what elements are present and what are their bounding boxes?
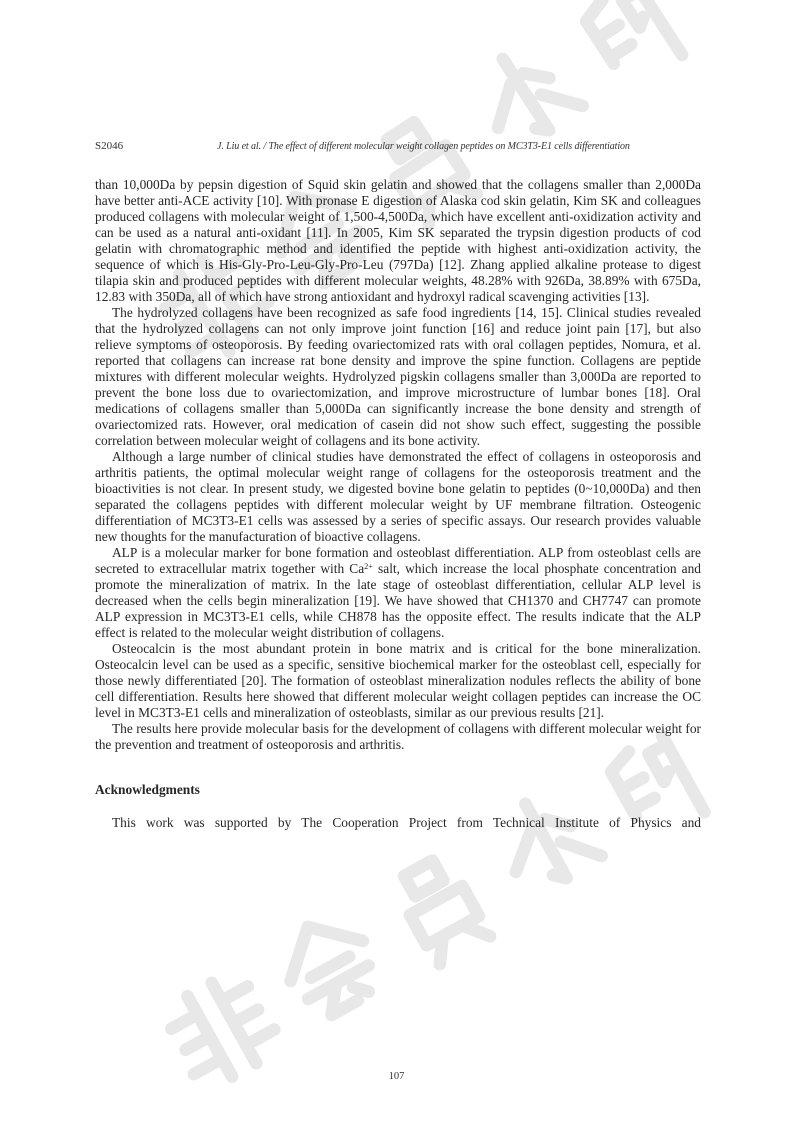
watermark-character bbox=[556, 0, 715, 113]
content-column bbox=[95, 140, 701, 831]
paragraph: This work was supported by The Cooperation Project from Technical Institute of Physics and bbox=[112, 815, 701, 830]
paragraph: The results here provide molecular basis for the development of collagens with different molecular weight for the prevention and treatment of osteoporosis and arthritis. bbox=[95, 721, 701, 752]
section-heading: Acknowledgments bbox=[95, 782, 200, 797]
running-title: J. Liu et al. / The effect of different molecular weight collagen peptides on MC3T3-E1 cells differentiation bbox=[217, 141, 630, 152]
paragraph: The hydrolyzed collagens have been recognized as safe food ingredients [14, 15]. Clinical studies revealed that the hydrolyzed collagens can not only improve joint function [16] and reduce joint pain [17], but also relieve symptoms of osteoporosis. By feeding ovariectomized rats with oral collagen peptides, Nomura, et al. reported that collagens can increase rat bone density and improve the spine function. Collagens are peptide mixtures with different molecular weights. Hydrolyzed pigskin collagens smaller than 3,000Da are reported to prevent the bone loss due to ovariectomization, and improve microstructure of lumbar bones [18]. Oral medications of collagens smaller than 5,000Da can significantly increase the bone density and strength of ovariectomized rats. However, oral medication of casein did not show such effect, suggesting the possible correlation between molecular weight of collagens and its bone activity. bbox=[95, 305, 701, 448]
watermark-character bbox=[362, 830, 518, 986]
watermark-character bbox=[144, 952, 300, 1108]
page-header bbox=[95, 140, 701, 154]
acknowledgments-section bbox=[95, 782, 701, 831]
page-footer bbox=[0, 1071, 793, 1082]
header-page-code: S2046 bbox=[95, 140, 124, 152]
paragraph: Osteocalcin is the most abundant protein in bone matrix and is critical for the bone mineralization. Osteocalcin level can be used as a specific, sensitive biochemical marker for the osteoblast cell, especially for those newly differentiated [20]. The formation of osteoblast mineralization nodules reflects the ability of bone cell differentiation. Results here showed that different molecular weight collagen peptides can increase the OC level in MC3T3-E1 cells and mineralization of osteoblasts, similar as our previous results [21]. bbox=[95, 641, 701, 720]
page-number: 107 bbox=[388, 1071, 405, 1082]
paragraph: Although a large number of clinical studies have demonstrated the effect of collagens in osteoporosis and arthritis patients, the optimal molecular weight range of collagens for the osteoporosis treatment and the bioactivities is not clear. In present study, we digested bovine bone gelatin to peptides (0~10,000Da) and then separated the collagens peptides with different molecular weight by UF membrane filtration. Osteogenic differentiation of MC3T3-E1 cells was assessed by a series of specific assays. Our research provides valuable new thoughts for the manufacturation of bioactive collagens. bbox=[95, 449, 701, 544]
paragraph: than 10,000Da by pepsin digestion of Squid skin gelatin and showed that the collagens smaller than 2,000Da have better anti-ACE activity [10]. With pronase E digestion of Alaska cod skin gelatin, Kim SK and colleagues produced collagens with molecular weight of 1,500-4,500Da, which have excellent anti-oxidization activity and can be used as a natural anti-oxidant [11]. In 2005, Kim SK separated the trypsin digestion products of cod gelatin with chromatographic method and identified the peptide with highest anti-oxidization activity, the sequence of which is His-Gly-Pro-Leu-Gly-Pro-Leu (797Da) [12]. Zhang applied alkaline protease to digest tilapia skin and produced peptides with different molecular weights, 48.28% with 926Da, 38.89% with 675Da, 12.83 with 350Da, all of which have strong antioxidant and hydroxyl radical scavenging activities [13]. bbox=[95, 177, 701, 304]
paragraph: ALP is a molecular marker for bone formation and osteoblast differentiation. ALP from osteoblast cells are secreted to extracellular matrix together with $Ca^{2+}$ salt, which increase the local phosphate concentration and promote the mineralization of matrix. In the late stage of osteoblast differentiation, cellular ALP level is decreased when the cells begin mineralization [19]. We have showed that CH1370 and CH7747 can promote ALP expression in MC3T3-E1 cells, while CH878 has the opposite effect. The results indicate that the ALP effect is related to the molecular weight distribution of collagens. bbox=[95, 545, 701, 640]
article-body bbox=[95, 177, 701, 753]
watermark-character bbox=[253, 891, 409, 1047]
